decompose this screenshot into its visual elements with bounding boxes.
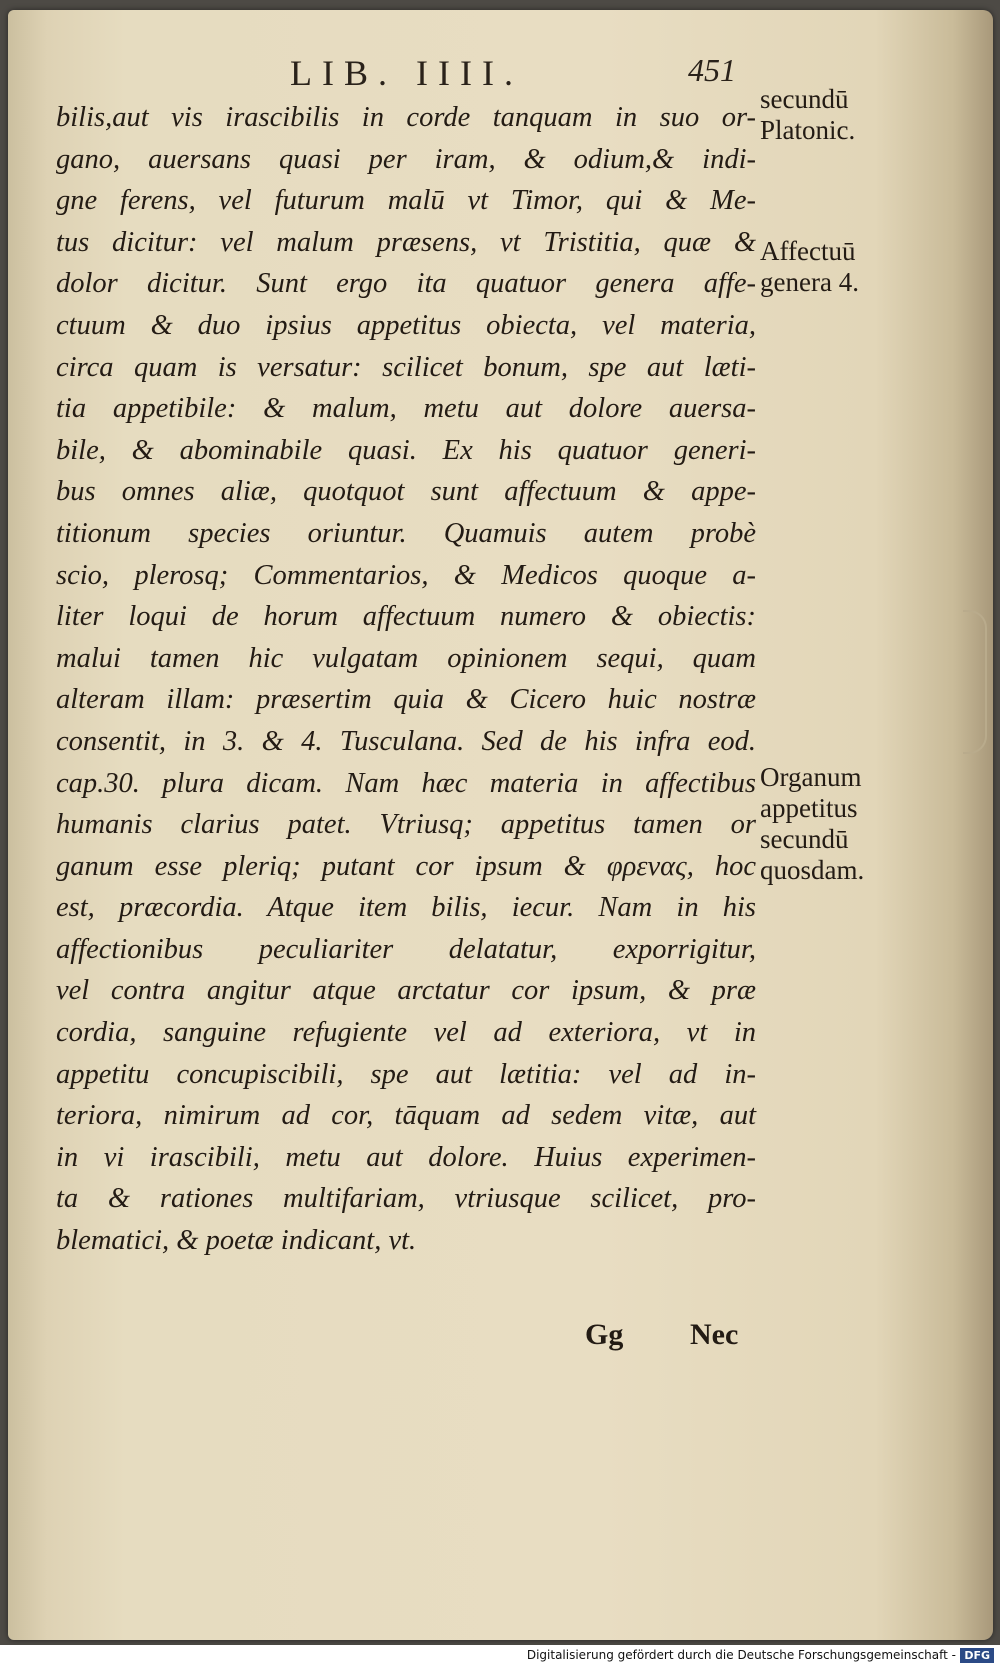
text-line: gano, auersans quasi per iram, & odium,& indi-	[56, 143, 756, 175]
text-line: malui tamen hic vulgatam opinionem sequi, quam	[56, 642, 756, 674]
page-edge-tab	[963, 610, 987, 754]
dfg-logo: DFG	[960, 1648, 994, 1663]
text-line: alteram illam: præsertim quia & Cicero huic nostræ	[56, 684, 756, 716]
text-line: bile, & abominabile quasi. Ex his quatuor generi-	[56, 434, 756, 466]
text-line: affectionibus peculiariter delatatur, exporrigitur,	[56, 933, 756, 965]
margin-note-2	[760, 236, 910, 298]
text-line: ganum esse pleriq; putant cor ipsum & φρενας, hoc	[56, 850, 756, 882]
text-line: cap.30. plura dicam. Nam hæc materia in affectibus	[56, 767, 756, 799]
signature-mark: Gg	[585, 1318, 624, 1351]
margin-note-line: Affectuū	[760, 236, 856, 266]
margin-note-3	[760, 762, 910, 886]
text-line: consentit, in 3. & 4. Tusculana. Sed de his infra eod.	[56, 725, 756, 757]
text-line: dolor dicitur. Sunt ergo ita quatuor genera affe-	[56, 268, 756, 300]
margin-note-line: appetitus	[760, 793, 858, 823]
margin-note-line: secundū	[760, 824, 849, 854]
text-line: in vi irascibili, metu aut dolore. Huius experimen-	[56, 1141, 756, 1173]
body-text	[56, 97, 756, 1262]
text-line: gne ferens, vel futurum malū vt Timor, qui & Me-	[56, 185, 756, 217]
page-number: 451	[688, 52, 736, 88]
margin-note-line: quosdam.	[760, 855, 865, 885]
text-line: appetitu concupiscibili, spe aut lætitia: vel ad in-	[56, 1058, 756, 1090]
text-line: humanis clarius patet. Vtriusq; appetitus tamen or	[56, 809, 756, 841]
running-head: LIB. IIII.	[290, 53, 523, 93]
text-line: blematici, & poetæ indicant, vt.	[56, 1225, 417, 1257]
text-line: ctuum & duo ipsius appetitus obiecta, vel materia,	[56, 309, 756, 341]
text-line: bilis,aut vis irascibilis in corde tanquam in suo or-	[56, 102, 756, 133]
margin-note-line: Organum	[760, 762, 862, 792]
text-line: scio, plerosq; Commentarios, & Medicos quoque a-	[56, 559, 756, 591]
text-line: cordia, sanguine refugiente vel ad exteriora, vt in	[56, 1017, 756, 1049]
margin-note-line: secundū	[760, 84, 849, 114]
margin-note-1	[760, 84, 910, 146]
footer	[0, 1645, 1000, 1670]
text-line: vel contra angitur atque arctatur cor ipsum, & præ	[56, 975, 756, 1007]
margin-note-line: Platonic.	[760, 115, 856, 145]
text-line: tus dicitur: vel malum præsens, vt Tristitia, quæ &	[56, 226, 756, 258]
catchword: Nec	[690, 1318, 739, 1351]
text-line: ta & rationes multifariam, vtriusque scilicet, pro-	[56, 1183, 756, 1215]
text-line: circa quam is versatur: scilicet bonum, spe aut læti-	[56, 351, 756, 383]
text-line: teriora, nimirum ad cor, tāquam ad sedem vitæ, aut	[56, 1100, 756, 1132]
text-line: est, præcordia. Atque item bilis, iecur. Nam in his	[56, 892, 756, 924]
text-line: titionum species oriuntur. Quamuis autem probè	[56, 517, 756, 549]
text-line: bus omnes aliæ, quotquot sunt affectuum & appe-	[56, 476, 756, 508]
margin-note-line: genera 4.	[760, 267, 859, 297]
digitization-credit: Digitalisierung gefördert durch die Deutsche Forschungsgemeinschaft -	[526, 1648, 956, 1662]
text-line: liter loqui de horum affectuum numero & obiectis:	[56, 601, 756, 633]
text-line: tia appetibile: & malum, metu aut dolore auersa-	[56, 393, 756, 425]
